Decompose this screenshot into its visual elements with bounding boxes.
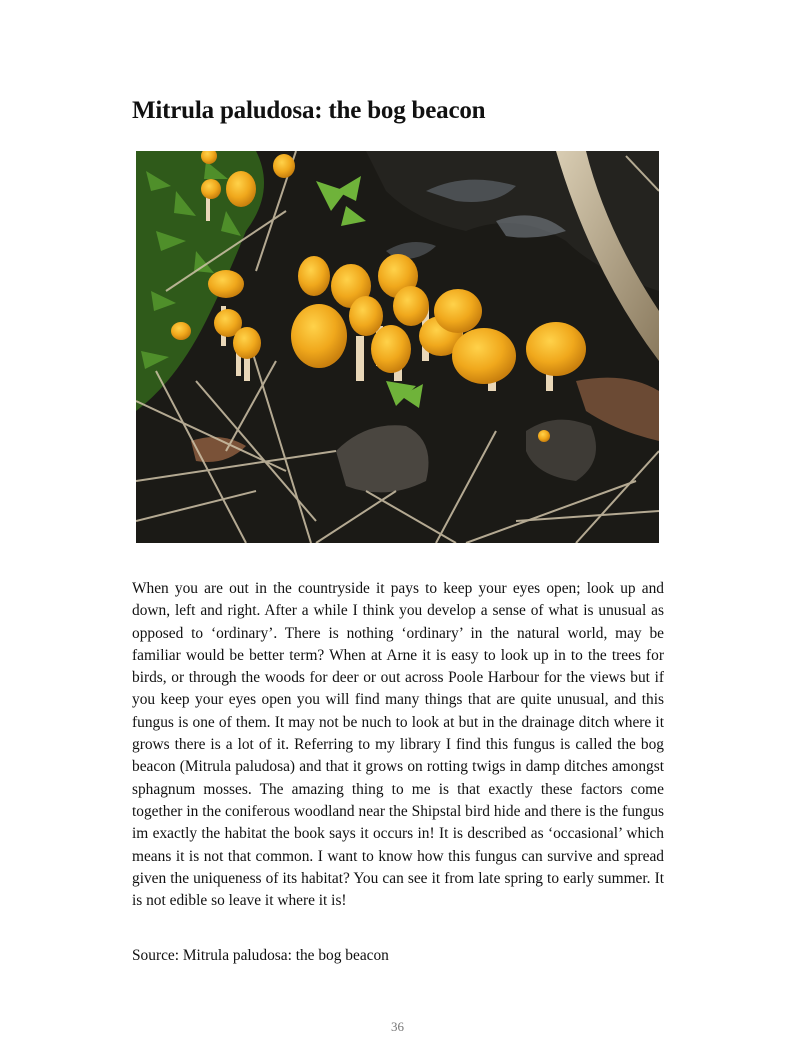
source-citation: Source: Mitrula paludosa: the bog beacon [132,947,389,964]
fungus-photo [136,151,659,543]
page-title: Mitrula paludosa: the bog beacon [132,97,486,124]
page-number: 36 [391,1019,404,1034]
article-body: When you are out in the countryside it pays to keep your eyes open; look up and down, left and right. After a while I think you develop a sense of what is unusual as opposed to ‘ordinary’. There is nothing ‘ordinary’ in the natural world, may be familiar would be better term? When at Arne it is easy to look up in to the trees for birds, or through the woods for deer or out across Poole Harbour for the views but if you keep your eyes open you will find many things that are quite unusual, and this fungus is one of them. It may not be nuch to look at but in the drainage ditch where it grows there is a lot of it. Referring to my library I find this fungus is called the bog beacon (Mitrula paludosa) and that it grows on rotting twigs in damp ditches amongst sphagnum mosses. The amazing thing to me is that exactly these factors come together in the coniferous woodland near the Shipstal bird hide and there is the fungus im exactly the habitat the book says it occurs in! It is described as ‘occasional’ which means it is not that common. I want to know how this fungus can survive and spread given the uniqueness of its habitat? You can see it from late spring to early summer. It is not edible so leave it where it is! [132,580,664,910]
